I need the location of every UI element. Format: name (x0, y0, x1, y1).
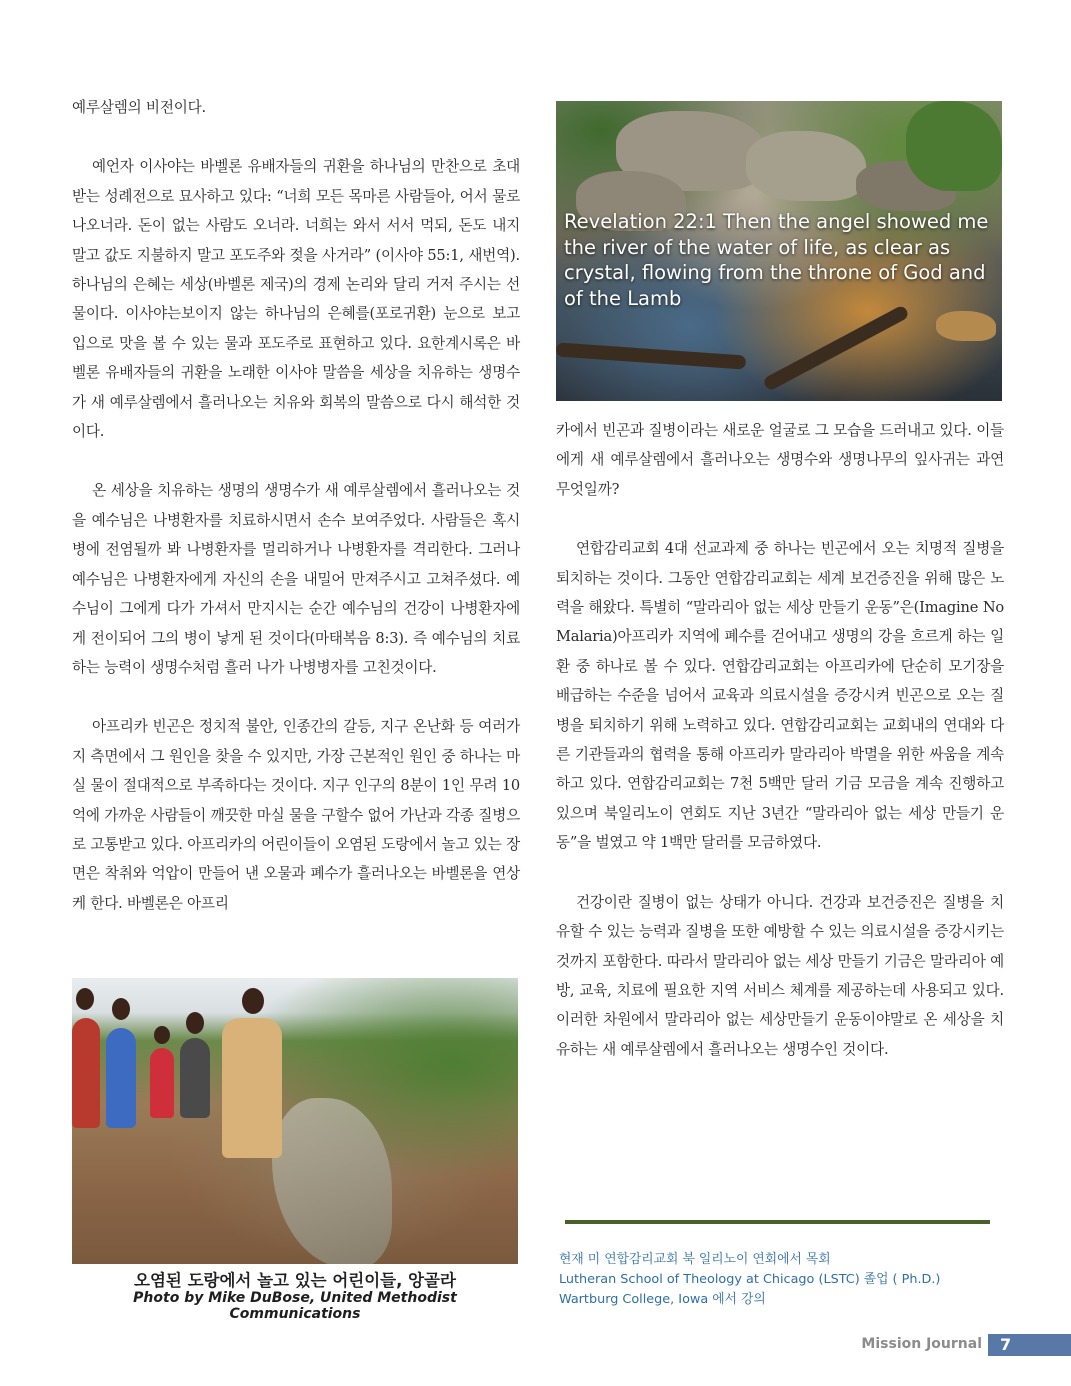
author-bio (559, 1250, 999, 1310)
child-figure (150, 1048, 174, 1118)
child-head (112, 998, 130, 1020)
log-shape (762, 304, 910, 391)
rock-shape (936, 311, 996, 341)
bio-divider (565, 1220, 990, 1224)
right-column (556, 416, 1004, 1094)
page-number: 7 (988, 1334, 1071, 1356)
photo-caption: 오염된 도랑에서 놀고 있는 어린이들, 앙골라 (134, 1271, 456, 1290)
child-head (186, 1012, 204, 1034)
child-figure (222, 1018, 282, 1158)
river-photo (556, 101, 1002, 401)
paragraph: 연합감리교회 4대 선교과제 중 하나는 빈곤에서 오는 치명적 질병을 퇴치하는 것이다. 그동안 연합감리교회는 세계 보건증진을 위해 많은 노력을 해왔다. 특별히 “말라리아 없는 세상 만들기 운동”은(Imagine No Malaria)아프리카 지역에 폐수를 걷어내고 생명의 강을 흐르게 하는 일환 중 하나로 볼 수 있다. 연합감리교회는 아프리카에 단순히 모기장을 배급하는 수준을 넘어서 교육과 의료시설을 증강시켜 빈곤으로 오는 질병을 퇴치하기 위해 노력하고 있다. 연합감리교회는 교회내의 연대와 다른 기관들과의 협력을 통해 아프리카 말라리아 박멸을 위한 싸움을 계속하고 있다. 연합감리교회는 7천 5백만 달러 기금 모금을 계속 진행하고 있으며 북일리노이 연회도 지난 3년간 “말라리아 없는 세상 만들기 운동”을 벌였고 약 1백만 달러를 모금하였다. (556, 540, 1004, 852)
log-shape (556, 342, 746, 369)
journal-name: Mission Journal (861, 1336, 982, 1352)
child-figure (180, 1038, 210, 1118)
child-head (76, 988, 94, 1010)
left-column (72, 93, 520, 948)
paragraph: 예언자 이사야는 바벨론 유배자들의 귀환을 하나님의 만찬으로 초대받는 성례전으로 묘사하고 있다: “너희 모든 목마른 사람들아, 어서 물로 나오너라. 돈이 없는 사람도 오너라. 너희는 와서 서서 먹되, 돈도 내지 말고 값도 지불하지 말고 포도주와 젖을 사거라” (이사야 55:1, 새번역). 하나님의 은혜는 세상(바벨론 제국)의 경제 논리와 달리 거저 주시는 선물이다. 이사야는보이지 않는 하나님의 은혜를(포로귀환) 눈으로 보고 입으로 맛을 볼 수 있는 물과 포도주로 표현하고 있다. 요한계시록은 바벨론 유배자들의 귀환을 노래한 이사야 말씀을 세상을 치유하는 생명수가 새 예루살렘에서 흘러나오는 치유와 회복의 말씀으로 다시 해석한 것이다. (72, 158, 520, 441)
child-figure (106, 1028, 136, 1128)
child-head (242, 988, 264, 1014)
foliage-shape (906, 101, 1002, 191)
paragraph: 온 세상을 치유하는 생명의 생명수가 새 예루살렘에서 흘러나오는 것을 예수님은 나병환자를 치료하시면서 손수 보여주었다. 사람들은 혹시 병에 전염될까 봐 나병환자를 멀리하거나 나병환자를 격리한다. 그러나 예수님은 나병환자에게 자신의 손을 내밀어 만져주시고 고쳐주셨다. 예수님이 그에게 다가 가셔서 만지시는 순간 예수님의 건강이 나병환자에게 전이되어 그의 병이 낳게 된 것이다(마태복음 8:3). 즉 예수님의 치료하는 능력이 생명수처럼 흘러 나가 나병병자를 고친것이다. (72, 482, 520, 676)
child-figure (72, 1018, 100, 1128)
paragraph: 카에서 빈곤과 질병이라는 새로운 얼굴로 그 모습을 드러내고 있다. 이들에게 새 예루살렘에서 흘러나오는 생명수와 생명나무의 잎사귀는 과연 무엇일까? (556, 422, 1004, 498)
paragraph: 건강이란 질병이 없는 상태가 아니다. 건강과 보건증진은 질병을 치유할 수 있는 능력과 질병을 또한 예방할 수 있는 의료시설을 증강시키는 것까지 포함한다. 따라서 말라리아 없는 세상 만들기 기금은 말라리아 예방, 교육, 치료에 필요한 지역 서비스 체계를 제공하는데 사용되고 있다. 이러한 차원에서 말라리아 없는 세상만들기 운동이야말로 온 세상을 치유하는 새 예루살렘에서 흘러나오는 생명수인 것이다. (556, 893, 1004, 1058)
rock-shape (746, 131, 866, 201)
bio-line: 현재 미 연합감리교회 북 일리노이 연회에서 목회 (559, 1252, 831, 1267)
child-head (154, 1026, 170, 1044)
bio-line: Lutheran School of Theology at Chicago (LSTC) 졸업 ( Ph.D.) (559, 1272, 941, 1287)
paragraph: 아프리카 빈곤은 정치적 불안, 인종간의 갈등, 지구 온난화 등 여러가지 측면에서 그 원인을 찾을 수 있지만, 가장 근본적인 원인 중 하나는 마실 물이 절대적으로 부족하다는 것이다. 지구 인구의 8분이 1인 무려 10억에 가까운 사람들이 깨끗한 마실 물을 구할수 없어 가난과 각종 질병으로 고통받고 있다. 아프리카의 어린이들이 오염된 도랑에서 놀고 있는 장면은 착취와 억압이 만들어 낸 오물과 폐수가 흘러나오는 바벨론을 연상케 한다. 바벨론은 아프리 (72, 718, 520, 912)
paragraph: 예루살렘의 비전이다. (72, 99, 206, 116)
ditch-shape (272, 1098, 392, 1264)
bio-line: Wartburg College, Iowa 에서 강의 (559, 1292, 766, 1307)
photo-credit: Photo by Mike DuBose, United Methodist Communications (133, 1290, 457, 1322)
children-photo (72, 978, 518, 1264)
photo-caption: Revelation 22:1 Then the angel showed me the river of the water of life, as clear as crystal, flowing from the throne of God and of the Lamb (564, 210, 989, 310)
